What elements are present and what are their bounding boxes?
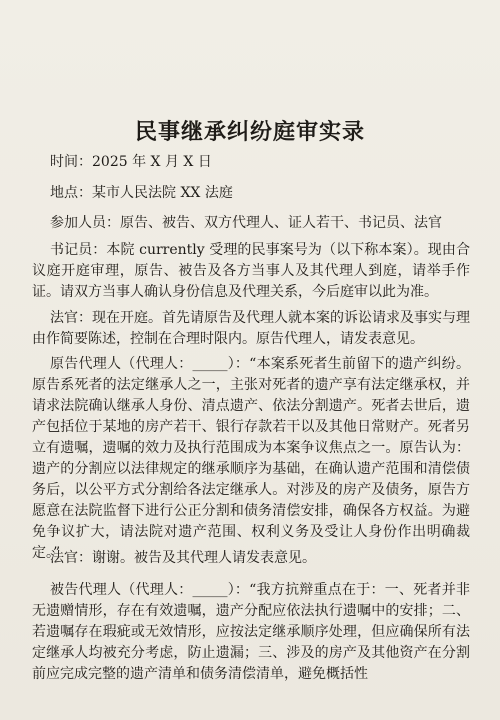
paragraph-judge-opening: 法官：现在开庭。首先请原告及代理人就本案的诉讼请求及事实与理由作简要陈述，控制在合理时限内。原告代理人，请发表意见。	[32, 310, 470, 347]
document-title: 民事继承纠纷庭审实录	[134, 119, 365, 145]
place-line: 地点：某市人民法院 XX 法庭	[50, 185, 233, 201]
paragraph-plaintiff-agent: 原告代理人（代理人：_____）：“本案系死者生前留下的遗产纠纷。原告系死者的法定继承人之一，主张对死者的遗产享有法定继承权，并请求法院确认继承人身份、清点遗产、依法分割遗产。死者去世后，遗产包括位于某地的房产若干、银行存款若干以及其他日常财产。死者另立有遗嘱，遗嘱的效力及执行范围成为本案争议焦点之一。原告认为：遗产的分割应以法律规定的继承顺序为基础，在确认遗产范围和清偿债务后，以公平方式分割给各法定继承人。对涉及的房产及债务，原告方愿意在法院监督下进行公正分割和债务清偿安排，确保各方权益。为避免争议扩大，请法院对遗产范围、权利义务及受让人身份作出明确裁定。”	[32, 356, 470, 561]
paragraph-clerk: 书记员：本院 currently 受理的民事案号为（以下称本案）。现由合议庭开庭审理，原告、被告及各方当事人及其代理人到庭，请举手作证。请双方当事人确认身份信息及代理关系，今后庭审以此为准。	[32, 242, 470, 300]
time-line: 时间：2025 年 X 月 X 日	[50, 154, 212, 170]
participants-line: 参加人员：原告、被告、双方代理人、证人若干、书记员、法官	[50, 215, 442, 231]
paragraph-judge-response: 法官：谢谢。被告及其代理人请发表意见。	[50, 550, 316, 566]
paragraph-defendant-agent: 被告代理人（代理人：_____）：“我方抗辩重点在于：一、死者并非无遗赠情形，存在有效遗嘱，遗产分配应依法执行遗嘱中的安排；二、若遗嘱存在瑕疵或无效情形，应按法定继承顺序处理，但应确保所有法定继承人均被充分考虑，防止遗漏；三、涉及的房产及其他资产在分割前应完成完整的遗产清单和债务清偿清单，避免概括性	[32, 582, 470, 682]
